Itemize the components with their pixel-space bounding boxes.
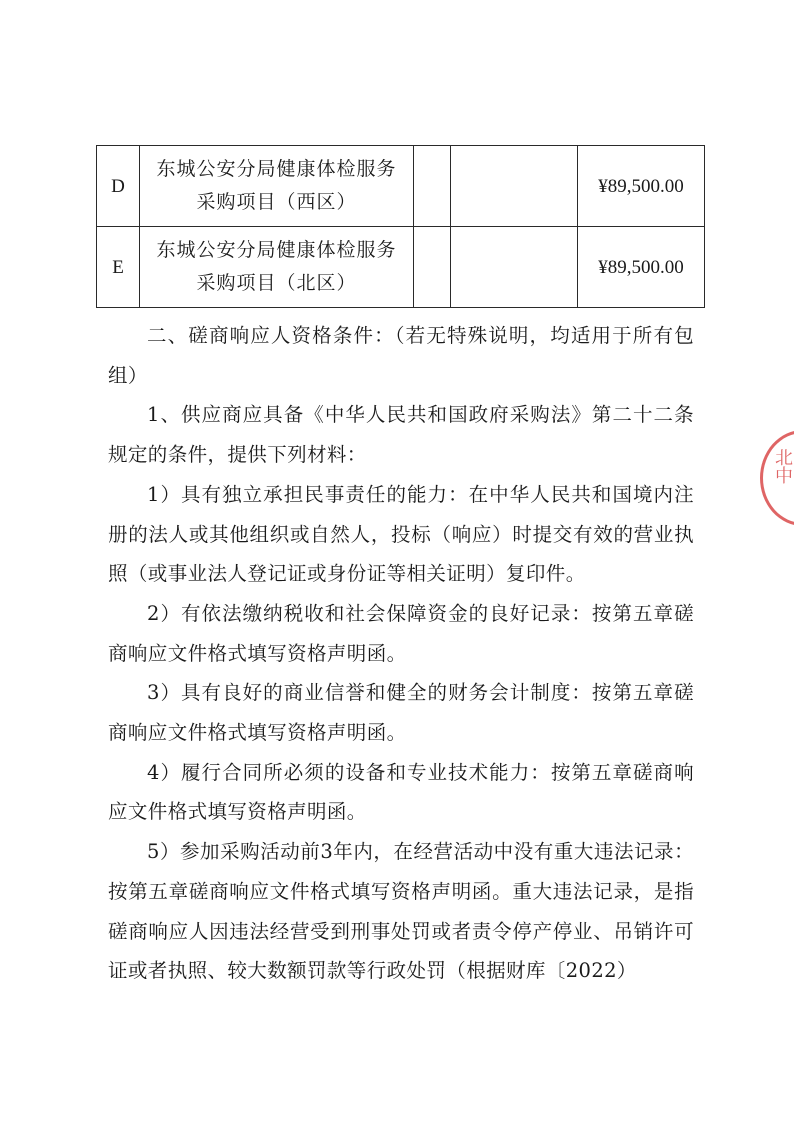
paragraph: 2）有依法缴纳税收和社会保障资金的良好记录：按第五章磋商响应文件格式填写资格声明函。	[108, 601, 694, 665]
package-name-line: 东城公安分局健康体检服务	[156, 239, 397, 261]
empty-cell	[451, 227, 578, 308]
package-id: D	[97, 146, 140, 227]
package-id: E	[97, 227, 140, 308]
empty-cell	[414, 146, 451, 227]
package-name-line: 东城公安分局健康体检服务	[156, 158, 397, 180]
section-heading: 二、磋商响应人资格条件：（若无特殊说明，均适用于所有包组）	[108, 324, 694, 387]
package-name	[140, 146, 414, 227]
seal-text: 北中	[772, 448, 793, 484]
paragraph: 3）具有良好的商业信誉和健全的财务会计制度：按第五章磋商响应文件格式填写资格声明函。	[108, 681, 694, 745]
empty-cell	[414, 227, 451, 308]
table-row	[97, 146, 705, 227]
package-name-line: 采购项目（西区）	[196, 191, 357, 213]
package-table	[96, 145, 705, 308]
package-name	[140, 227, 414, 308]
package-name-line: 采购项目（北区）	[196, 272, 357, 294]
package-price: ¥89,500.00	[578, 146, 705, 227]
paragraph: 5）参加采购活动前3年内，在经营活动中没有重大违法记录：按第五章磋商响应文件格式填写资格声明函。重大违法记录，是指磋商响应人因违法经营受到刑事处罚或者责令停产停业、吊销许可证或者执照、较大数额罚款等行政处罚（根据财库〔2022）	[108, 840, 694, 983]
package-price: ¥89,500.00	[578, 227, 705, 308]
paragraph: 4）履行合同所必须的设备和专业技术能力：按第五章磋商响应文件格式填写资格声明函。	[108, 760, 694, 824]
table-row	[97, 227, 705, 308]
paragraph: 1、供应商应具备《中华人民共和国政府采购法》第二十二条规定的条件，提供下列材料：	[108, 403, 694, 467]
empty-cell	[451, 146, 578, 227]
paragraph: 1）具有独立承担民事责任的能力：在中华人民共和国境内注册的法人或其他组织或自然人，投标（响应）时提交有效的营业执照（或事业法人登记证或身份证等相关证明）复印件。	[108, 482, 694, 586]
body-text	[108, 316, 694, 991]
